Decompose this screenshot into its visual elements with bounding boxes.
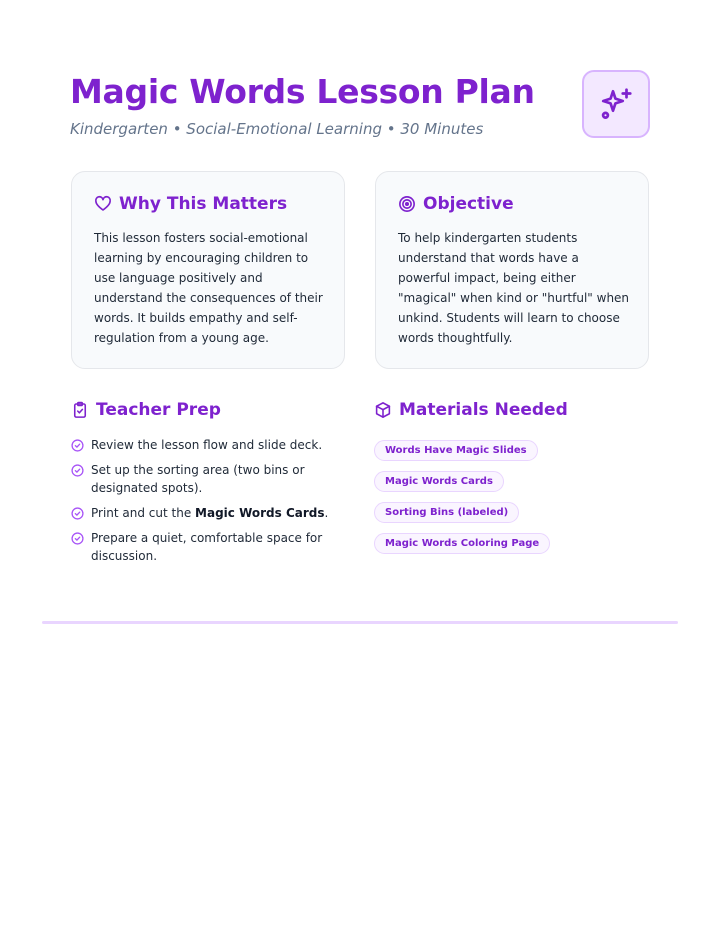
- check-circle-icon: [71, 507, 84, 520]
- teacher-prep-header: [71, 400, 221, 420]
- target-icon: [398, 195, 416, 213]
- sparkles-icon: [598, 86, 634, 122]
- clipboard-check-icon: [71, 401, 89, 419]
- section-divider: [42, 621, 678, 624]
- page-subtitle: Kindergarten • Social-Emotional Learning • 30 Minutes: [70, 120, 484, 138]
- material-tag: Words Have Magic Slides: [374, 440, 538, 461]
- list-item: [71, 529, 341, 565]
- objective-text: To help kindergarten students understand that words have a powerful impact, being either "magical" when kind or "hurtful" when unkind. Students will learn to choose words thoughtfully.: [398, 231, 630, 345]
- heart-icon: [94, 195, 112, 213]
- material-tag: Magic Words Coloring Page: [374, 533, 550, 554]
- material-tag: Sorting Bins (labeled): [374, 502, 519, 523]
- logo-badge: [582, 70, 650, 138]
- box-icon: [374, 401, 392, 419]
- why-this-matters-card: [71, 171, 345, 369]
- why-this-matters-text: This lesson fosters social-emotional learning by encouraging children to use language positively and understand the consequences of their words. It builds empathy and self-regulation from a young age.: [94, 231, 323, 345]
- teacher-prep-title: Teacher Prep: [96, 400, 221, 420]
- materials-tags: [374, 438, 664, 562]
- objective-title: Objective: [423, 194, 514, 214]
- check-circle-icon: [71, 439, 84, 452]
- check-circle-icon: [71, 464, 84, 477]
- page-title: Magic Words Lesson Plan: [70, 72, 535, 111]
- list-item-text: Set up the sorting area (two bins or designated spots).: [91, 463, 305, 495]
- header: [70, 70, 650, 150]
- check-circle-icon: [71, 532, 84, 545]
- list-item: [71, 504, 341, 522]
- list-item: [71, 461, 341, 497]
- list-item-text: Print and cut the Magic Words Cards.: [91, 506, 329, 520]
- materials-title: Materials Needed: [399, 400, 568, 420]
- materials-header: [374, 400, 568, 420]
- list-item: [71, 436, 341, 454]
- objective-card: [375, 171, 649, 369]
- list-item-text: Prepare a quiet, comfortable space for discussion.: [91, 531, 323, 563]
- material-tag: Magic Words Cards: [374, 471, 504, 492]
- teacher-prep-list: [71, 436, 341, 572]
- list-item-text: Review the lesson flow and slide deck.: [91, 438, 323, 452]
- highlighted-material: Magic Words Cards: [195, 506, 325, 520]
- why-this-matters-title: Why This Matters: [119, 194, 288, 214]
